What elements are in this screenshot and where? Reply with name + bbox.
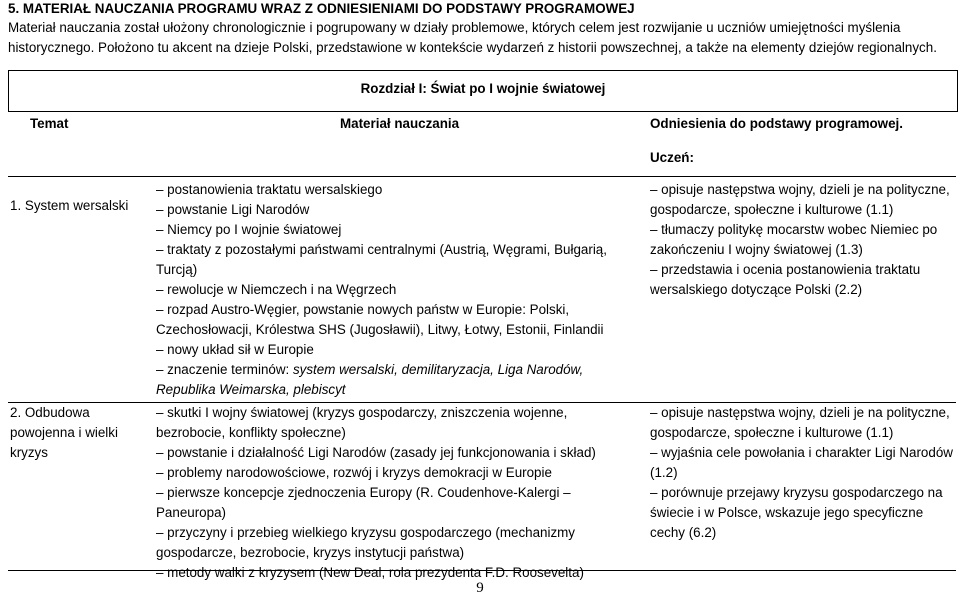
material-item: – Niemcy po I wojnie światowej	[156, 222, 342, 237]
material-item: – rozpad Austro-Węgier, powstanie nowych państw w Europie: Polski, Czechosłowacji, Królestwa SHS (Jugosławii), Litwy, Łotwy, Estonii, Finlandii	[156, 302, 604, 337]
material-item: – problemy narodowościowe, rozwój i kryzys demokracji w Europie	[156, 465, 552, 480]
page-number: 9	[476, 580, 484, 596]
material-item: – powstanie Ligi Narodów	[156, 202, 310, 217]
section-heading: 5. MATERIAŁ NAUCZANIA PROGRAMU WRAZ Z ODNIESIENIAMI DO PODSTAWY PROGRAMOWEJ	[8, 1, 635, 16]
reference-item: – porównuje przejawy kryzysu gospodarczego na świecie i w Polsce, wskazuje jego specyficzne cechy (6.2)	[650, 485, 943, 540]
reference-item: – opisuje następstwa wojny, dzieli je na polityczne, gospodarcze, społeczne i kulturowe (1.1)	[650, 182, 950, 217]
material-item: – traktaty z pozostałymi państwami centralnymi (Austrią, Węgrami, Bułgarią, Turcją)	[156, 242, 607, 277]
row-2-topic: 2. Odbudowa powojenna i wielki kryzys	[10, 405, 118, 460]
table-rule	[8, 570, 956, 571]
terms-list: system wersalski, demilitaryzacja, Liga Narodów, Republika Weimarska, plebiscyt	[156, 362, 584, 397]
table-rule	[8, 176, 956, 177]
column-header-material: Materiał nauczania	[340, 116, 460, 131]
material-item: – skutki I wojny światowej (kryzys gospodarczy, zniszczenia wojenne, bezrobocie, konflikty społeczne)	[156, 405, 568, 440]
material-item: – postanowienia traktatu wersalskiego	[156, 182, 383, 197]
reference-item: – opisuje następstwa wojny, dzieli je na polityczne, gospodarcze, społeczne i kulturowe (1.1)	[650, 405, 950, 440]
chapter-title: Rozdział I: Świat po I wojnie światowej	[360, 81, 606, 96]
column-header-student: Uczeń:	[650, 150, 694, 165]
reference-item: – wyjaśnia cele powołania i charakter Ligi Narodów (1.2)	[650, 445, 953, 480]
reference-item: – tłumaczy politykę mocarstw wobec Niemiec po zakończeniu I wojny światowej (1.3)	[650, 222, 938, 257]
material-item-terms	[156, 360, 634, 400]
row-1-material	[156, 180, 634, 400]
material-item: – pierwsze koncepcje zjednoczenia Europy (R. Coudenhove-Kalergi – Paneuropa)	[156, 485, 571, 520]
material-item: – rewolucje w Niemczech i na Węgrzech	[156, 282, 397, 297]
reference-item: – przedstawia i ocenia postanowienia traktatu wersalskiego dotyczące Polski (2.2)	[650, 262, 921, 297]
row-1-references	[650, 180, 956, 300]
column-header-topic: Temat	[30, 116, 69, 131]
material-item: – powstanie i działalność Ligi Narodów (zasady jej funkcjonowania i skład)	[156, 445, 596, 460]
material-item: – przyczyny i przebieg wielkiego kryzysu gospodarczego (mechanizmy gospodarcze, bezrobocie, kryzys instytucji państwa)	[156, 525, 576, 560]
row-2-references	[650, 403, 956, 543]
intro-paragraph: Materiał nauczania został ułożony chronologicznie i pogrupowany w działy problemowe, których celem jest rozwijanie u uczniów umiejętności myślenia historycznego. Położono tu akcent na dzieje Polski, przedstawione w kontekście wydarzeń z historii powszechnej, a także na elementy dziejów regionalnych.	[8, 20, 937, 55]
row-2-material	[156, 403, 634, 583]
column-header-references: Odniesienia do podstawy programowej.	[650, 116, 903, 131]
material-item: – nowy układ sił w Europie	[156, 342, 314, 357]
chapter-box	[8, 70, 958, 112]
material-item: – metody walki z kryzysem (New Deal, rola prezydenta F.D. Roosevelta)	[156, 565, 584, 580]
row-1-topic: 1. System wersalski	[10, 198, 129, 213]
terms-prefix: – znaczenie terminów:	[156, 362, 293, 377]
